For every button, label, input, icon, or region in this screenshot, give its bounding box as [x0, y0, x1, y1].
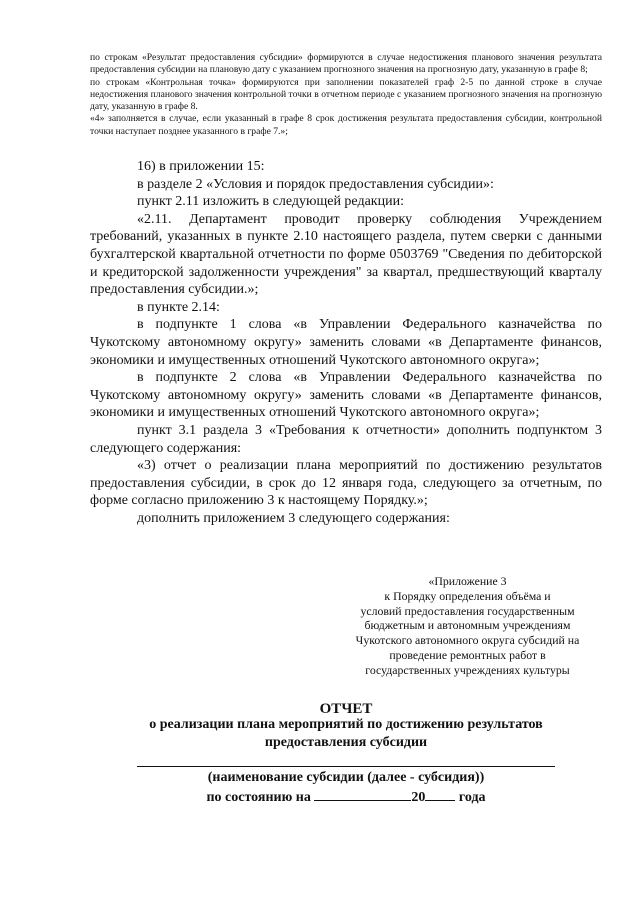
date-prefix: по состоянию на [206, 790, 311, 805]
appendix-line: Чукотского автономного округа субсидий на [355, 633, 580, 648]
paragraph-add-appendix-3: дополнить приложением 3 следующего содержания: [137, 510, 450, 526]
appendix-line: условий предоставления государственным [360, 603, 575, 618]
year-blank [425, 787, 455, 801]
report-subtitle [90, 716, 602, 751]
appendix-line: к Порядку определения объёма и [384, 588, 551, 603]
date-suffix: года [458, 790, 486, 805]
paragraph-subpoint-2: в подпункте 2 слова «в Управлении Федерального казначейства по Чукотскому автономному округу» заменить словами «в Департаменте финансов, экономики и имущественных отношений Чукотского автономного округа»; [90, 370, 602, 421]
appendix-line: бюджетным и автономным учреждениям [364, 618, 571, 633]
date-blank [314, 787, 411, 801]
subsidy-name-caption: (наименование субсидии (далее - субсидия)) [207, 770, 485, 785]
paragraph-point-3-1: пункт 3.1 раздела 3 «Требования к отчетности» дополнить подпунктом 3 следующего содержания: [90, 422, 602, 456]
appendix-line: государственных учреждениях культуры [365, 662, 570, 677]
paragraph-subpoint-1: в подпункте 1 слова «в Управлении Федерального казначейства по Чукотскому автономному округу» заменить словами «в Департаменте финансов, экономики и имущественных отношений Чукотского автономного округа»; [90, 317, 602, 368]
footnote-result-rows: по строкам «Результат предоставления субсидии» формируются в случае недостижения планового значения результата предоставления субсидии на плановую дату с указанием прогнозного значения на прогнозную дату, указанную в графе 8; [90, 52, 602, 76]
amendment-text [90, 158, 602, 527]
paragraph-section-2: в разделе 2 «Условия и порядок предоставления субсидии»: [137, 176, 494, 192]
date-year: 20 [411, 790, 426, 805]
paragraph-point-2-11-text: «2.11. Департамент проводит проверку соблюдения Учреждением требований, указанных в пункте 2.10 настоящего раздела, путем сверки с данными бухгалтерской квартальной отчетности по форме 0503769 "Сведения по дебиторской и кредиторской задолженности учреждения" за квартал, предшествующий кварталу предоставления субсидии.»; [90, 211, 602, 298]
paragraph-point-2-14: в пункте 2.14: [137, 299, 220, 315]
appendix-line: проведение ремонтных работ в [389, 647, 546, 662]
report-date-line [90, 787, 602, 807]
paragraph-point-2-11: пункт 2.11 изложить в следующей редакции: [137, 194, 404, 210]
footnote-block [90, 52, 602, 138]
subsidy-name-blank-line [137, 766, 555, 767]
report-title: ОТЧЕТ [319, 701, 373, 717]
report-subtitle-line: предоставления субсидии [264, 734, 428, 750]
paragraph-appendix-15: 16) в приложении 15: [137, 159, 265, 174]
footnote-control-point-rows: по строкам «Контрольная точка» формируются при заполнении показателей граф 2-5 по данной строке в случае недостижения планового значения контрольной точки в отчетном периоде с указанием прогнозного значения на прогнозную дату, указанную в графе 8. [90, 76, 602, 113]
appendix-header [335, 574, 600, 678]
paragraph-subpoint-3-text: «3) отчет о реализации плана мероприятий по достижению результатов предоставления субсидии, в срок до 12 января года, следующего за отчетным, по форме согласно приложению 3 к настоящему Порядку.»; [90, 458, 602, 509]
footnote-column-4: «4» заполняется в случае, если указанный в графе 8 срок достижения результата предоставления субсидии, контрольной точки наступает позднее указанного в графе 7.»; [90, 113, 602, 137]
report-subtitle-line: о реализации плана мероприятий по достижению результатов [149, 717, 543, 732]
appendix-line: «Приложение 3 [428, 574, 507, 588]
